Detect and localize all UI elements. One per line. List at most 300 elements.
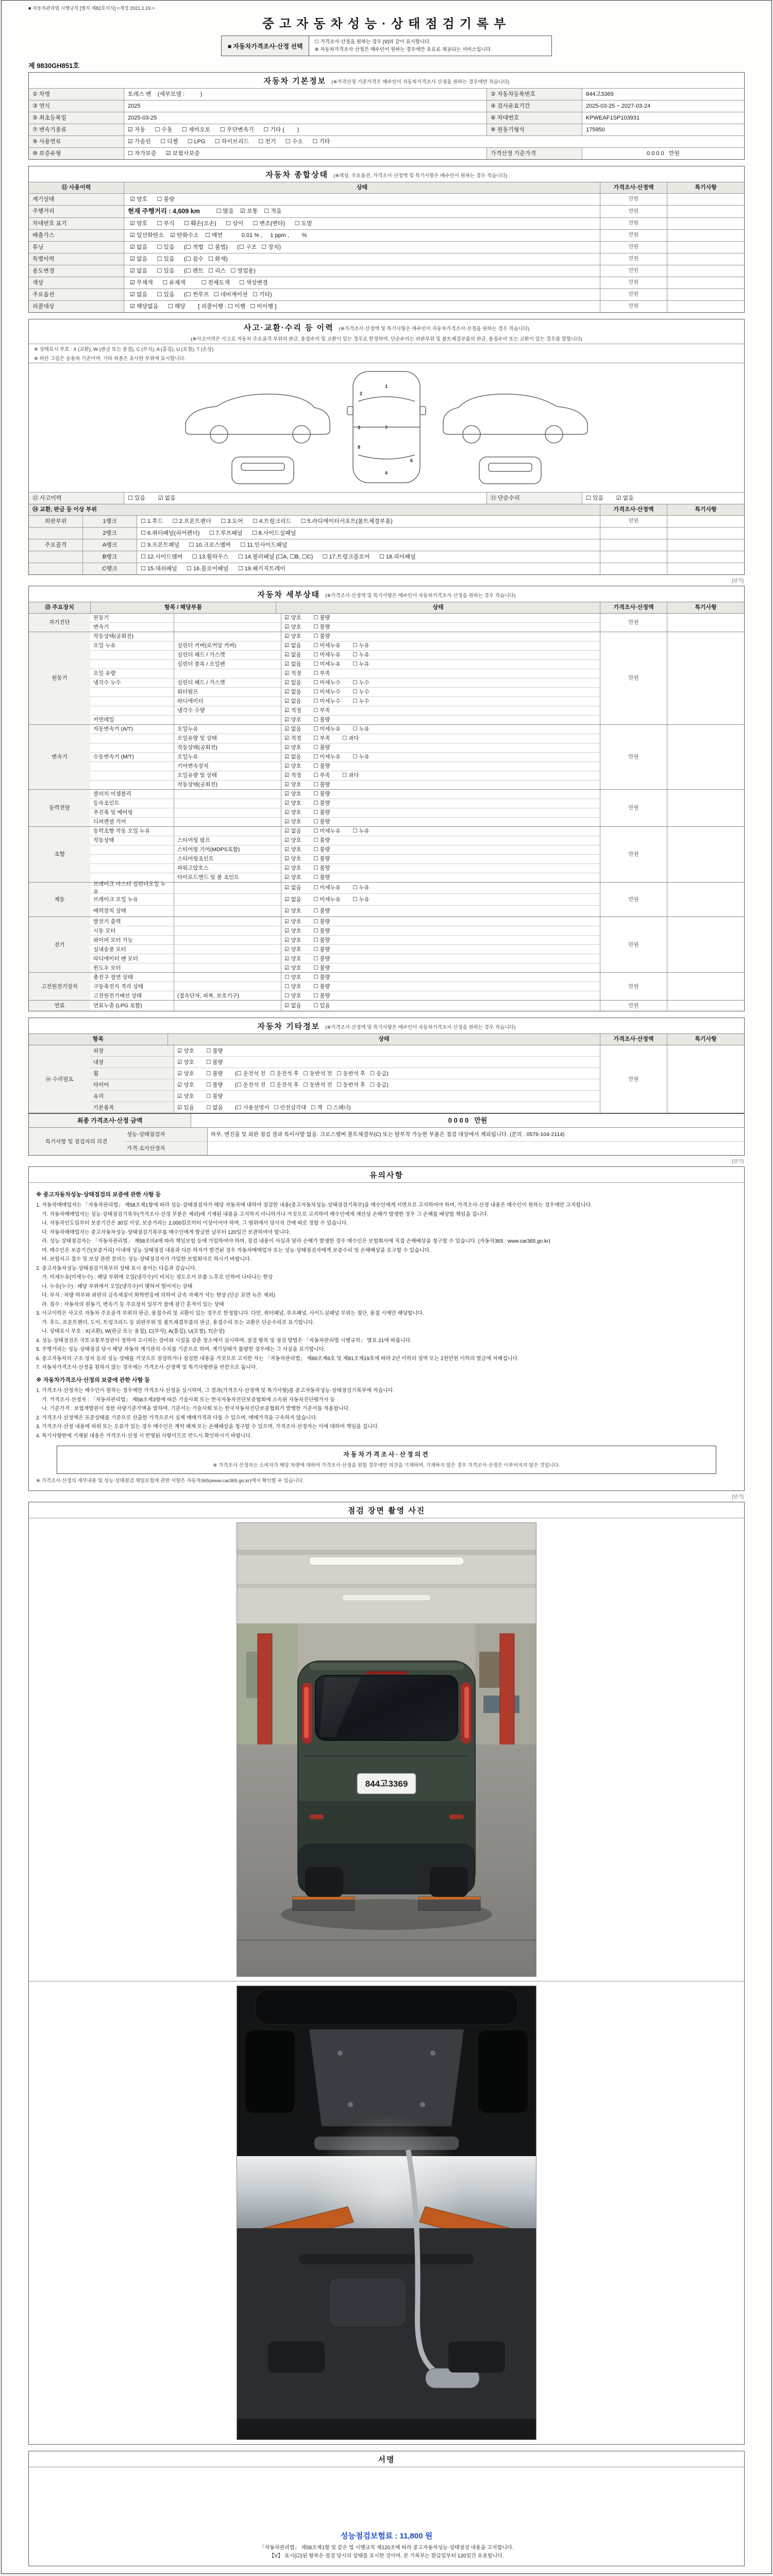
exchange-parts-label: ⑭ 교환, 판금 등 이상 부위 <box>32 506 97 513</box>
model-year-value: 2025 <box>124 100 486 112</box>
check-item-label: 구동축전지 격리 상태 <box>93 983 144 990</box>
device-group <box>29 632 744 724</box>
price-survey-option-note: ※ 자동차가격조사·산정은 매수인이 원하는 경우에만 유료로 제공되는 서비스입니다. <box>314 47 492 53</box>
price-estimate-cell: 만원 <box>600 725 667 789</box>
check-item-label <box>90 734 174 743</box>
check-state-options: ☑ 없음 ☐ 미세누유 ☐ 누유 <box>281 883 600 893</box>
inspection-insurance-fee: 성능점검보험료 : 11,800 원 <box>340 2532 433 2541</box>
device-check-row <box>90 743 600 752</box>
overall-state-row <box>29 300 744 312</box>
vehicle-rear <box>298 1661 475 1897</box>
use-history-item-state <box>124 218 600 229</box>
col-price-estimate: 가격조사·산정액 <box>600 1034 667 1045</box>
check-item-label: 브레이크 마스터 실린더오일 누유 <box>93 881 166 895</box>
notice-line: 2. 가격조사·산정액은 표준상태를 기준으로 산출한 가격으로서 실제 매매가격과 다를 수 있으며, 매매가격을 구속하지 않습니다. <box>36 1415 318 1421</box>
panel-items: ☐ 9.프론트패널 ☐ 10.크로스멤버 ☐ 11.인사이드패널 <box>137 539 600 551</box>
repair-need-row <box>90 1079 600 1090</box>
fuel-label: ⑨ 사용연료 <box>29 136 124 147</box>
reflector-right <box>449 1815 464 1819</box>
basic-info-title-text: 자동차 기본정보 <box>263 77 327 86</box>
check-state-options: ☑ 없음 ☐ 미세누수 ☐ 누수 <box>281 697 600 706</box>
reg-number-value: 844고3369 <box>582 89 744 100</box>
repair-item-label: 기본품목 <box>90 1102 174 1113</box>
check-subpart-label: 타이로드엔드 및 볼 조인트 <box>174 873 281 882</box>
notice-line: 3. 사고이력은 사고로 자동차 주요골격 부위의 판금, 용접수리 및 교환이 있는 경우로 한정합니다. 다만, 쿼터패널, 루프패널, 사이드실패널 부위는 절단, 용접 시에만 해당합니다. <box>36 1311 424 1317</box>
diagram-number: 3 <box>358 425 361 431</box>
check-state-options: ☑ 양호 ☐ 불량 <box>281 917 600 926</box>
appraiser-opinion-row <box>124 1141 744 1155</box>
notice-line: 4. 특기사항란에 기재된 내용은 가격조사·산정 시 반영된 사항이므로 반드시 확인하시기 바랍니다. <box>36 1433 252 1439</box>
check-state-options: ☑ 양호 ☐ 불량 <box>281 836 600 845</box>
wheel-right <box>430 1867 468 1897</box>
notice-footer: ※ 가격조사·산정의 세부내용 및 성능·상태점검 책임보험에 관한 사항은 자동차365(www.car365.go.kr)에서 확인할 수 있습니다. <box>36 1478 304 1484</box>
check-state-options: ☑ 없음 ☐ 미세누수 ☐ 누수 <box>281 688 600 697</box>
check-subpart-label: (접속단자, 피복, 보호기구) <box>174 991 281 1000</box>
check-state-options: ☑ 양호 ☐ 불량 <box>281 799 600 808</box>
notice-line: 5. 주행거리는 성능·상태점검 당시 해당 자동차 계기판의 수치를 기준으로 하며, 계기상태가 불량한 경우에는 그 사실을 표기합니다. <box>36 1347 326 1353</box>
vehicle-diagram-svg <box>155 366 618 489</box>
section-inspection-photos <box>28 1502 745 2445</box>
check-subpart-label: 오일누유 <box>174 753 281 761</box>
etc-info-header <box>29 1033 744 1045</box>
check-item-label: 충전구 절연 상태 <box>93 974 133 980</box>
price-estimate-cell: 만원 <box>600 218 667 229</box>
etc-info-note: (※가격조사·산정액 및 특기사항은 매수인이 자동차가격조사·산정을 원하는 경우 적습니다) <box>325 1025 516 1031</box>
check-state-options: ☑ 양호 ☐ 불량 <box>281 743 600 752</box>
check-subpart-label <box>174 1001 281 1011</box>
remark-cell <box>667 301 744 312</box>
use-history-item-state <box>124 253 600 265</box>
accident-history-title-text: 사고·교환·수리 등 이력 <box>243 324 334 333</box>
check-subpart-label: 스티어링 기어(MDPS포함) <box>174 845 281 854</box>
price-estimate-cell: 만원 <box>600 301 667 312</box>
check-item-label: 오일 유량 <box>93 670 116 677</box>
device-rows <box>90 827 600 882</box>
check-subpart-label <box>174 926 281 935</box>
check-item-label <box>90 781 174 789</box>
device-name: 자기진단 <box>29 614 90 632</box>
device-rows <box>90 973 600 1000</box>
col-item-part: 항목 / 해당부품 <box>90 602 276 613</box>
notice-line: 라. 침수 : 자동차의 원동기, 변속기 등 주요장치 일부가 물에 잠긴 흔적이 있는 상태 <box>36 1301 224 1308</box>
first-reg-label: ⑤ 최초등록일 <box>29 112 124 124</box>
panel-items: ☐ 15.대쉬패널 ☐ 16.플로어패널 ☐ 19.패키지트레이 <box>137 563 600 574</box>
check-item-label: 수동변속기 (M/T) <box>93 754 134 760</box>
remark-cell <box>667 827 744 882</box>
inspector-opinion-row <box>124 1128 744 1141</box>
overall-state-row <box>29 265 744 277</box>
device-group <box>29 917 744 972</box>
check-subpart-label <box>174 917 281 926</box>
model-year-label: ③ 연식 <box>29 100 124 112</box>
check-state-options: ☐ 양호 ☐ 불량 <box>281 991 600 1000</box>
document-page <box>1 0 772 2574</box>
check-item-label: 원동기 <box>93 615 109 621</box>
vin-label: ⑥ 차대번호 <box>486 112 582 124</box>
device-check-row <box>90 926 600 935</box>
repair-item-label: 타이어 <box>90 1079 174 1090</box>
price-estimate-cell: 만원 <box>600 883 667 917</box>
rank-label: 2랭크 <box>82 528 137 539</box>
remark-cell <box>667 551 744 563</box>
engine-type-label: ⑧ 원동기형식 <box>486 124 582 135</box>
price-survey-opinion-text: ※ 가격조사·산정자는 소비자가 해당 차량에 대하여 가격조사·산정을 원할 경우에만 의견을 기재하며, 기재하지 않은 경우 가격조사·산정은 이루어지지 않은 것입니다. <box>213 1463 560 1469</box>
notice-line: 7. 자동차가격조사·산정을 원하지 않는 경우에는 가격조사·산정액 및 특기사항란을 빈칸으로 둡니다. <box>36 1365 258 1371</box>
etc-info-title-text: 자동차 기타정보 <box>257 1022 321 1031</box>
device-name: 연료 <box>29 1001 90 1011</box>
state-checkbox-options: ☐ 많음 ☑ 보통 ☐ 적음 <box>216 208 282 215</box>
col-price-estimate: 가격조사·산정액 <box>600 182 667 193</box>
document-title: 중고자동차성능·상태점검기록부 <box>262 17 511 31</box>
accident-history-note1: (※가격조사·산정액 및 특기사항은 매수인이 자동차가격조사·산정을 원하는 경우 적습니다) <box>339 326 530 332</box>
device-name: 제동 <box>29 883 90 917</box>
signature-blank-area <box>29 2467 744 2528</box>
check-state-options: ☑ 양호 ☐ 불량 <box>281 818 600 826</box>
check-subpart-label <box>174 945 281 954</box>
check-item-label <box>90 771 174 780</box>
device-name: 조향 <box>29 827 90 882</box>
col-remarks: 특기사항 <box>667 602 744 613</box>
notice-line: 라. 성능·상태점검자는 「자동차관리법」 제58조의4에 따라 책임보험 등에 가입하여야 하며, 점검 내용이 사실과 달라 손해가 발생한 경우 매수인은 보험회사에 직접 손해배상을 청구할 수 있습니다. (자동차365 : www.car365.go.kr) <box>36 1239 550 1245</box>
repair-need-row <box>90 1056 600 1067</box>
opinion-group-label: 특기사항 및 점검자의 의견 <box>29 1128 124 1155</box>
check-state-options: ☐ 양호 ☐ 불량 <box>281 982 600 991</box>
check-state-options: ☑ 양호 ☐ 불량 <box>281 936 600 944</box>
inspection-period-value: 2025-03-25 ~ 2027-03-24 <box>582 100 744 112</box>
final-price-row <box>29 1113 744 1127</box>
notice-line: 가. 자동차매매업자는 성능·상태점검기록부(가격조사·산정 부분은 제외)에 기재된 내용을 고지하지 아니하거나 거짓으로 고지하여 매수인에게 재산상 손해가 발생한 경우 그 손해를 배상할 책임을 집니다. <box>36 1211 489 1217</box>
remark-cell <box>667 528 744 539</box>
diagram-number: 7 <box>385 425 388 431</box>
first-reg-value: 2025-03-25 <box>124 112 486 124</box>
section-basic-info <box>28 72 745 160</box>
device-group <box>29 972 744 1000</box>
device-check-row <box>90 935 600 944</box>
check-state-options: ☑ 양호 ☐ 불량 <box>281 906 600 917</box>
col-price-estimate: 가격조사·산정액 <box>600 602 667 613</box>
check-state-options: ☑ 적정 ☐ 부족 ☐ 과다 <box>281 771 600 780</box>
check-state-options: ☑ 양호 ☐ 불량 <box>281 632 600 641</box>
price-estimate-cell <box>600 563 667 574</box>
device-check-row <box>90 697 600 706</box>
check-subpart-label <box>174 623 281 632</box>
overall-state-row <box>29 229 744 241</box>
col-use-history: ⑪ 사용이력 <box>61 184 91 191</box>
accident-simple-repair-row <box>29 492 744 504</box>
price-estimate-cell: 만원 <box>600 790 667 826</box>
check-item-label: 실내송풍 모터 <box>93 946 126 953</box>
engine-undertray <box>309 2029 464 2126</box>
price-estimate-cell <box>600 528 667 539</box>
notice-line: 다. 자동차매매업자는 중고자동차성능·상태점검기록부를 매수인에게 발급한 날부터 120일간 보관하여야 합니다. <box>36 1229 291 1235</box>
device-check-row <box>90 650 600 659</box>
use-history-item-state <box>124 289 600 300</box>
check-state-options: ☑ 양호 ☐ 불량 <box>281 790 600 799</box>
state-checkbox-options: ☑ 해당없음 ☐ 해당 [ 리콜이행 : ☐ 이행 ☐ 미이행 ] <box>130 303 277 310</box>
device-group <box>29 1000 744 1011</box>
price-survey-option-checkbox[interactable]: ☐ 가격조사·산정을 원하는 경우 [Ⅴ]와 같이 표시합니다. <box>314 39 431 45</box>
check-state-options: ☑ 없음 ☐ 있음 <box>281 1001 600 1011</box>
check-state-options: ☑ 없음 ☐ 미세누수 ☐ 누수 <box>281 679 600 687</box>
check-item-label: 배력장치 상태 <box>93 908 126 914</box>
tire-right <box>478 2030 528 2113</box>
check-state-options: ☑ 양호 ☐ 불량 <box>281 716 600 724</box>
price-survey-select-title: ■ 자동차가격조사·산정 선택 <box>222 36 309 56</box>
check-item-label: 클러치 어셈블리 <box>93 791 131 798</box>
simple-repair-label: ⑬ 단순수리 <box>486 493 582 504</box>
notice-line: 나. 누유(누수) : 해당 부위에서 오일(냉각수)이 맺혀서 떨어지는 상태 <box>36 1283 193 1290</box>
vin-value: KPWEAF1SP103931 <box>582 112 744 124</box>
check-subpart-label <box>174 716 281 724</box>
repair-item-state: ☑ 양호 ☐ 불량 <box>174 1045 600 1056</box>
remark-cell <box>667 917 744 972</box>
col-price-estimate: 가격조사·산정액 <box>600 504 667 515</box>
device-rows <box>90 917 600 972</box>
notice-line: 나. 상태표시 부호 : X(교환), W(판금 또는 용접), C(부식), A(흠집), U(요철), T(손상) <box>36 1329 225 1335</box>
device-check-row <box>90 725 600 734</box>
check-subpart-label: 스티어링조인트 <box>174 855 281 863</box>
device-name: 원동기 <box>29 632 90 724</box>
check-item-label: 발전기 출력 <box>93 918 121 925</box>
device-check-row <box>90 780 600 789</box>
inspector-opinion-group <box>29 1127 744 1155</box>
rank-label: 1랭크 <box>82 516 137 527</box>
repair-item-state: ☑ 양호 ☐ 불량 <box>174 1057 600 1067</box>
diagram-number: 4 <box>385 470 388 476</box>
price-estimate-cell: 만원 <box>600 1045 667 1113</box>
state-checkbox-options: ☑ 없음 ☐ 있음 (☐ 썬루프 ☐ 네비게이션 ☐ 기타) <box>130 291 272 298</box>
notice-line: 다. 부식 : 차량 하부와 외판의 금속재질이 화학반응에 의하여 금속 자체가 삭는 현상 (단순 표면 녹은 제외) <box>36 1293 275 1299</box>
check-item-label: 동력조향 작동 오일 누유 <box>93 828 150 835</box>
price-estimate-cell: 만원 <box>600 242 667 253</box>
accident-value: ☐ 있음 ☑ 없음 <box>124 493 486 504</box>
price-estimate-cell <box>600 551 667 563</box>
exchange-parts-row <box>29 551 744 563</box>
check-state-options: ☑ 적정 ☐ 부족 <box>281 669 600 678</box>
form-reference: ■ 자동차관리법 시행규칙 [별지 제82호서식] <개정 2021.1.19.> <box>28 6 155 11</box>
etc-info-title <box>29 1018 744 1033</box>
panel-area-label <box>29 563 82 574</box>
notice-line: 3. 가격조사·산정 내용에 허위 또는 오류가 있는 경우 매수인은 계약 해제 또는 손해배상을 청구할 수 있으며, 가격조사·산정자는 이에 대하여 책임을 집니다. <box>36 1424 379 1430</box>
device-check-row <box>90 917 600 926</box>
check-item-label <box>90 660 174 669</box>
device-check-row <box>90 659 600 669</box>
device-check-row <box>90 845 600 854</box>
check-subpart-label <box>174 906 281 917</box>
diagram-number: 6 <box>410 458 413 464</box>
price-survey-opinion-title: 자동차가격조사·산정의견 <box>343 1451 430 1459</box>
remark-cell <box>667 632 744 724</box>
price-estimate-cell: 만원 <box>600 194 667 205</box>
remark-cell <box>667 1045 744 1113</box>
use-history-item-label: 튜닝 <box>29 242 124 253</box>
inspection-photo-lift-rear <box>237 1522 536 1977</box>
price-estimate-cell: 만원 <box>600 230 667 241</box>
use-history-item-label: 차대번호 표기 <box>29 218 124 229</box>
col-state: 상태 <box>124 182 600 193</box>
panel-items: ☐ 6.쿼터패널(리어펜더) ☐ 7.루프패널 ☐ 8.사이드실패널 <box>137 528 600 539</box>
remark-cell <box>667 614 744 632</box>
check-item-label: 냉각수 누수 <box>93 680 121 686</box>
basic-row-year <box>29 100 744 112</box>
basic-row-transmission <box>29 124 744 135</box>
basic-info-note: (※가격산정 기준가격은 매수인이 자동차가격조사·산정을 원하는 경우에만 적습니다) <box>331 79 510 86</box>
check-item-label: 브레이크 오일 누유 <box>93 896 138 903</box>
appraiser-label: 가격·조사산정자 <box>124 1142 207 1155</box>
reg-number-label: ② 자동차등록번호 <box>486 89 582 100</box>
col-state: 상태 <box>276 602 600 613</box>
check-state-options: ☑ 양호 ☐ 불량 <box>281 614 600 622</box>
state-checkbox-options: ☑ 없음 ☐ 있음 (☐ 적법 ☐ 불법) (☐ 구조 ☐ 장치) <box>130 244 281 250</box>
check-state-options: ☑ 양호 ☐ 불량 <box>281 781 600 789</box>
check-subpart-label: 오일누유 <box>174 725 281 734</box>
high-stop-lamp <box>366 1671 407 1674</box>
collapse-link[interactable]: [닫기] <box>732 1494 744 1500</box>
check-item-label: 고전원전기배선 상태 <box>93 992 142 999</box>
check-state-options: ☑ 없음 ☐ 미세누유 ☐ 누유 <box>281 651 600 659</box>
rank-label: A랭크 <box>82 539 137 551</box>
device-check-row <box>90 817 600 826</box>
check-state-options: ☑ 양호 ☐ 불량 <box>281 762 600 771</box>
accident-label: ⑫ 사고이력 <box>29 493 124 504</box>
notice-line: 가. 후드, 프론트펜더, 도어, 트렁크리드 등 외판부위 및 볼트체결부품의 판금, 용접수리 또는 교환은 단순수리로 표기합니다. <box>36 1319 315 1326</box>
detail-state-title <box>29 586 744 602</box>
state-checkbox-options: ☑ 없음 ☐ 있음 (☐ 렌트 ☐ 리스 ☐ 영업용) <box>130 267 256 274</box>
remark-cell <box>667 883 744 917</box>
repair-item-label: 내장 <box>90 1057 174 1067</box>
inspection-period-label: ④ 검사유효기간 <box>486 100 582 112</box>
check-subpart-label <box>174 963 281 972</box>
repair-need-row <box>90 1101 600 1113</box>
notice-body <box>29 1182 744 1490</box>
col-remarks: 특기사항 <box>667 182 744 193</box>
check-item-label: 작동상태(공회전) <box>93 633 133 640</box>
remark-cell <box>667 253 744 265</box>
final-price-label: 최종 가격조사·산정 금액 <box>29 1114 191 1127</box>
remark-cell <box>667 539 744 551</box>
legal-line-2: 【V】 표시(☑)된 항목은 점검 당시의 상태를 표시한 것이며, 본 기록부는 발급일부터 120일간 유효합니다. <box>269 2553 504 2560</box>
overall-state-title-text: 자동차 종합상태 <box>265 171 329 180</box>
repair-need-row <box>90 1067 600 1079</box>
check-subpart-label <box>174 799 281 808</box>
panel-area-label: 주요골격 <box>29 539 82 551</box>
basic-row-fuel <box>29 135 744 147</box>
check-state-options: ☑ 양호 ☐ 불량 <box>281 855 600 863</box>
diagram-number: 2 <box>360 391 363 397</box>
price-estimate-cell: 만원 <box>600 917 667 972</box>
device-check-row <box>90 678 600 687</box>
detail-state-note: (※가격조사·산정액 및 특기사항은 매수인이 자동차가격조사·산정을 원하는 경우 적습니다) <box>325 592 516 599</box>
remark-cell <box>667 1001 744 1011</box>
collapse-link[interactable]: [닫기] <box>732 1159 744 1164</box>
remark-cell <box>667 277 744 289</box>
exchange-parts-row <box>29 527 744 539</box>
state-checkbox-options: ☑ 없음 ☐ 있음 (☐ 침수 ☐ 화재) <box>130 256 228 262</box>
diagram-number: 8 <box>358 445 361 450</box>
notice-line: 가. 미세누유(미세누수) : 해당 부위에 오일(냉각수)이 비치는 정도로서 부품 노후로 인하여 나타나는 현상 <box>36 1275 273 1281</box>
check-subpart-label <box>174 614 281 622</box>
device-check-row <box>90 641 600 650</box>
price-survey-select-box <box>221 36 552 56</box>
check-subpart-label: 실린더 커버(로커암 커버) <box>174 641 281 650</box>
check-subpart-label: 스티어링 펌프 <box>174 836 281 845</box>
device-check-row <box>90 883 600 893</box>
section-etc-info <box>28 1018 745 1156</box>
remark-cell <box>667 725 744 789</box>
device-rows <box>90 725 600 789</box>
price-survey-opinion-box <box>57 1446 716 1474</box>
accident-history-note2: (※사고이력은 사고로 자동차 주요골격 부위의 판금, 용접수리 및 교환이 있는 경우로 한정하며, 단순수리는 외판부위 및 볼트체결부품의 판금, 용접수리 또는 교환이 있는 경우를 말합니다) <box>191 336 582 343</box>
fuel-value: ☑ 가솔린 ☐ 디젤 ☐ LPG ☐ 하이브리드 ☐ 전기 ☐ 수소 ☐ 기타 <box>124 136 744 147</box>
transmission-label: ⑦ 변속기종류 <box>29 124 124 135</box>
device-group <box>29 724 744 789</box>
check-subpart-label <box>174 790 281 799</box>
base-price-label: 가격산정 기준가격 <box>486 148 582 159</box>
check-state-options: ☐ 양호 ☐ 불량 <box>281 973 600 981</box>
price-estimate-cell: 만원 <box>600 516 667 527</box>
device-rows <box>90 1001 600 1011</box>
exchange-parts-row <box>29 515 744 527</box>
notice-line: 나. 기준가격 : 보험개발원이 정한 차량기준가액을 말하며, 기준서는 기술사회 또는 한국자동차진단보증협회가 발행한 기준서를 적용합니다. <box>36 1406 350 1412</box>
use-history-item-state <box>124 301 600 312</box>
device-check-row <box>90 991 600 1000</box>
check-state-options: ☑ 적정 ☐ 부족 <box>281 706 600 715</box>
notice-line: 1. 가격조사·산정자는 매수인이 원하는 경우에만 가격조사·산정을 실시하며, 그 결과(가격조사·산정액 및 특기사항)를 중고자동차성능·상태점검기록부에 적습니다. <box>36 1388 395 1394</box>
remark-cell <box>667 516 744 527</box>
check-item-label: 연료누출 (LPG 포함) <box>93 1003 142 1009</box>
check-subpart-label: 오일유량 및 상태 <box>174 771 281 780</box>
check-subpart-label: 냉각수 수량 <box>174 706 281 715</box>
use-history-item-label: 리콜대상 <box>29 301 124 312</box>
check-subpart-label: 실린더 헤드 / 가스켓 <box>174 651 281 659</box>
device-name: 고전원전기장치 <box>29 973 90 1000</box>
device-check-row <box>90 863 600 873</box>
check-state-options: ☑ 없음 ☐ 미세누유 ☐ 누유 <box>281 725 600 734</box>
check-subpart-label <box>174 827 281 836</box>
device-check-row <box>90 799 600 808</box>
photo-undercarriage-svg <box>237 1986 536 2439</box>
device-rows <box>90 614 600 632</box>
col-remarks: 특기사항 <box>667 1034 744 1045</box>
document-number: 제 9830GH851호 <box>28 62 79 70</box>
check-item-label <box>90 706 174 715</box>
license-plate-number: 844고3369 <box>365 1779 408 1789</box>
detail-state-header <box>29 602 744 613</box>
mileage-emphasis: 현재 주행거리 : 4,609 km <box>128 208 214 215</box>
check-item-label: 오일 누유 <box>93 642 116 649</box>
inspection-photos-title: 점검 장면 촬영 사진 <box>347 1506 426 1516</box>
rank-label: C랭크 <box>82 563 137 574</box>
device-group <box>29 789 744 826</box>
state-checkbox-options: ☑ 무채색 ☐ 유채색 ☐ 전체도색 ☐ 색상변경 <box>130 279 268 286</box>
transmission-value: ☑ 자동 ☐ 수동 ☐ 세미오토 ☐ 무단변속기 ☐ 기타 ( ) <box>124 124 486 135</box>
warranty-type-label: ⑩ 보증유형 <box>29 148 124 159</box>
check-subpart-label <box>174 894 281 905</box>
check-state-options: ☑ 양호 ☐ 불량 <box>281 808 600 817</box>
check-state-options: ☑ 없음 ☐ 미세누유 ☐ 누유 <box>281 753 600 761</box>
legal-line-1: 「자동차관리법」 제58조제1항 및 같은 법 시행규칙 제120조에 따라 중고자동차성능·상태점검 내용을 고지합니다. <box>259 2545 514 2551</box>
check-subpart-label: 파워고압호스 <box>174 864 281 873</box>
check-item-label: 등속조인트 <box>93 800 120 807</box>
device-check-row <box>90 854 600 863</box>
collapse-link[interactable]: [닫기] <box>732 578 744 583</box>
check-item-label: 와이퍼 모터 기능 <box>93 937 133 943</box>
device-rows <box>90 790 600 826</box>
use-history-item-state <box>124 230 600 241</box>
suspension-right <box>448 2342 505 2372</box>
overall-state-row <box>29 193 744 205</box>
appraiser-opinion-text <box>207 1142 744 1155</box>
